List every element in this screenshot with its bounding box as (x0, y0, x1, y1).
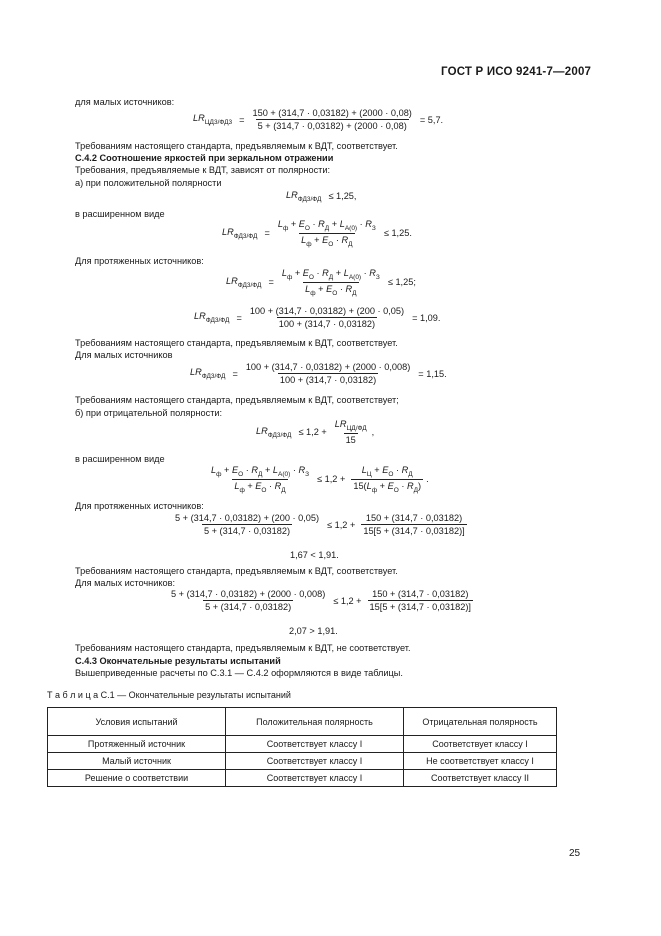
formula-result: = 5,7. (419, 114, 444, 125)
text-line: Требования, предъявляемые к ВДТ, зависят от полярности: (75, 165, 331, 175)
formula-3: $LR_{ФД3/ФД}$ = $\frac{L_ф + E_О \cdot R_Д + L_{А(0)} \cdot R_З}{L_ф + E_О \cdot R_Д}$ ≤ 1,25. (222, 219, 412, 248)
results-table (47, 707, 557, 787)
table-header-cell: Положительная полярность (226, 708, 404, 736)
text-line: Для малых источников: (75, 578, 176, 588)
table-header-cell: Условия испытаний (48, 708, 226, 736)
formula-9: $\frac{5 + (314,7 \cdot 0,03182) + (200 \cdot 0,05)}{5 + (314,7 \cdot 0,03182)}$ ≤ 1,2 + $\frac{150 + (314,7 \cdot 0,03182)}{15[5 + (314,7 \cdot 0,03182)]}$ (175, 513, 465, 536)
text-line: Для протяженных источников: (75, 256, 204, 266)
text-line: 1,67 < 1,91. (290, 550, 339, 560)
table-cell: Протяженный источник (48, 736, 226, 753)
table-row (48, 770, 557, 787)
text-line: Требованиям настоящего стандарта, предъявляемым к ВДТ, соответствует. (75, 566, 398, 576)
table-cell: Соответствует классу I (404, 736, 557, 753)
text-line: 2,07 > 1,91. (289, 626, 338, 636)
text-line: в расширенном виде (75, 454, 165, 464)
text-line: в расширенном виде (75, 209, 165, 219)
text-line: Требованиям настоящего стандарта, предъявляемым к ВДТ, соответствует. (75, 338, 398, 348)
text-line: Для малых источников (75, 350, 173, 360)
table-cell: Соответствует классу I (226, 753, 404, 770)
table-cell: Соответствует классу II (404, 770, 557, 787)
formula-4: $LR_{ФД3/ФД}$ = $\frac{L_ф + E_О \cdot R_Д + L_{А(0)} \cdot R_З}{L_ф + E_О \cdot R_Д}$ ≤ 1,25; (226, 268, 416, 297)
formula-2: $LR_{ФД3/ФД}$ ≤ 1,25, (286, 190, 357, 203)
formula-numerator: 150 + (314,7 · 0,03182) + (2000 · 0,08) (252, 108, 412, 118)
formula-7: $LR_{ФД3/ФД}$ ≤ 1,2 + $\frac{LR_{ЦД/ФД}}{15}$ , (256, 419, 375, 445)
table-cell: Соответствует классу I (226, 770, 404, 787)
text-line: Для протяженных источников: (75, 501, 204, 511)
text-line: Требованиям настоящего стандарта, предъявляемым к ВДТ, не соответствует. (75, 643, 411, 653)
section-heading: C.4.2 Соотношение яркостей при зеркальном отражении (75, 153, 334, 163)
table-cell: Не соответствует классу I (404, 753, 557, 770)
text-line: а) при положительной полярности (75, 178, 222, 188)
formula-6: $LR_{ФД3/ФД}$ = $\frac{100 + (314,7 \cdot 0,03182) + (2000 \cdot 0,008)}{100 + (314,7 \cdot 0,03182)}$ = 1,15. (190, 362, 447, 385)
table-cell: Решение о соответствии (48, 770, 226, 787)
text-line: для малых источников: (75, 97, 175, 107)
text-line: Требованиям настоящего стандарта, предъявляемым к ВДТ, соответствует. (75, 141, 398, 151)
text-line: б) при отрицательной полярности: (75, 408, 223, 418)
formula-5: $LR_{ФД3/ФД}$ = $\frac{100 + (314,7 \cdot 0,03182) + (200 \cdot 0,05)}{100 + (314,7 \cdot 0,03182)}$ = 1,09. (194, 306, 441, 329)
table-cell: Малый источник (48, 753, 226, 770)
table-cell: Соответствует классу I (226, 736, 404, 753)
text-line: Требованиям настоящего стандарта, предъявляемым к ВДТ, соответствует; (75, 395, 399, 405)
page-number: 25 (569, 848, 581, 859)
formula-lhs: $LR_{ЦД3/ФД3}$ (193, 113, 233, 126)
formula-denominator: 5 + (314,7 · 0,03182) + (2000 · 0,08) (257, 121, 407, 131)
text-line: Вышеприведенные расчеты по С.3.1 — С.4.2 оформляются в виде таблицы. (75, 668, 403, 678)
table-caption: Т а б л и ц а С.1 — Окончательные результаты испытаний (47, 690, 291, 700)
formula-8: $\frac{L_ф + E_О \cdot R_Д + L_{А(0)} \cdot R_З}{L_ф + E_О \cdot R_Д}$ ≤ 1,2 + $\frac{L_Ц + E_О \cdot R_Д}{15(L_ф + E_О \cdot R_Д)}$ . (211, 465, 429, 494)
section-heading: C.4.3 Окончательные результаты испытаний (75, 656, 281, 666)
document-header: ГОСТ Р ИСО 9241-7—2007 (441, 66, 592, 78)
formula-1: $LR_{ЦД3/ФД3}$ = $\frac{150 + (314,7 \cdot 0,03182) + (2000 \cdot 0,08)}{5 + (314,7 \cdot 0,03182) + (2000 \cdot 0,08)}$ = 5,7. (193, 108, 444, 131)
table-row (48, 736, 557, 753)
table-row (48, 753, 557, 770)
table-header-cell: Отрицательная полярность (404, 708, 557, 736)
formula-10: $\frac{5 + (314,7 \cdot 0,03182) + (2000 \cdot 0,008)}{5 + (314,7 \cdot 0,03182)}$ ≤ 1,2 + $\frac{150 + (314,7 \cdot 0,03182)}{15[5 + (314,7 \cdot 0,03182)]}$ (171, 589, 471, 612)
table-header-row (48, 708, 557, 736)
